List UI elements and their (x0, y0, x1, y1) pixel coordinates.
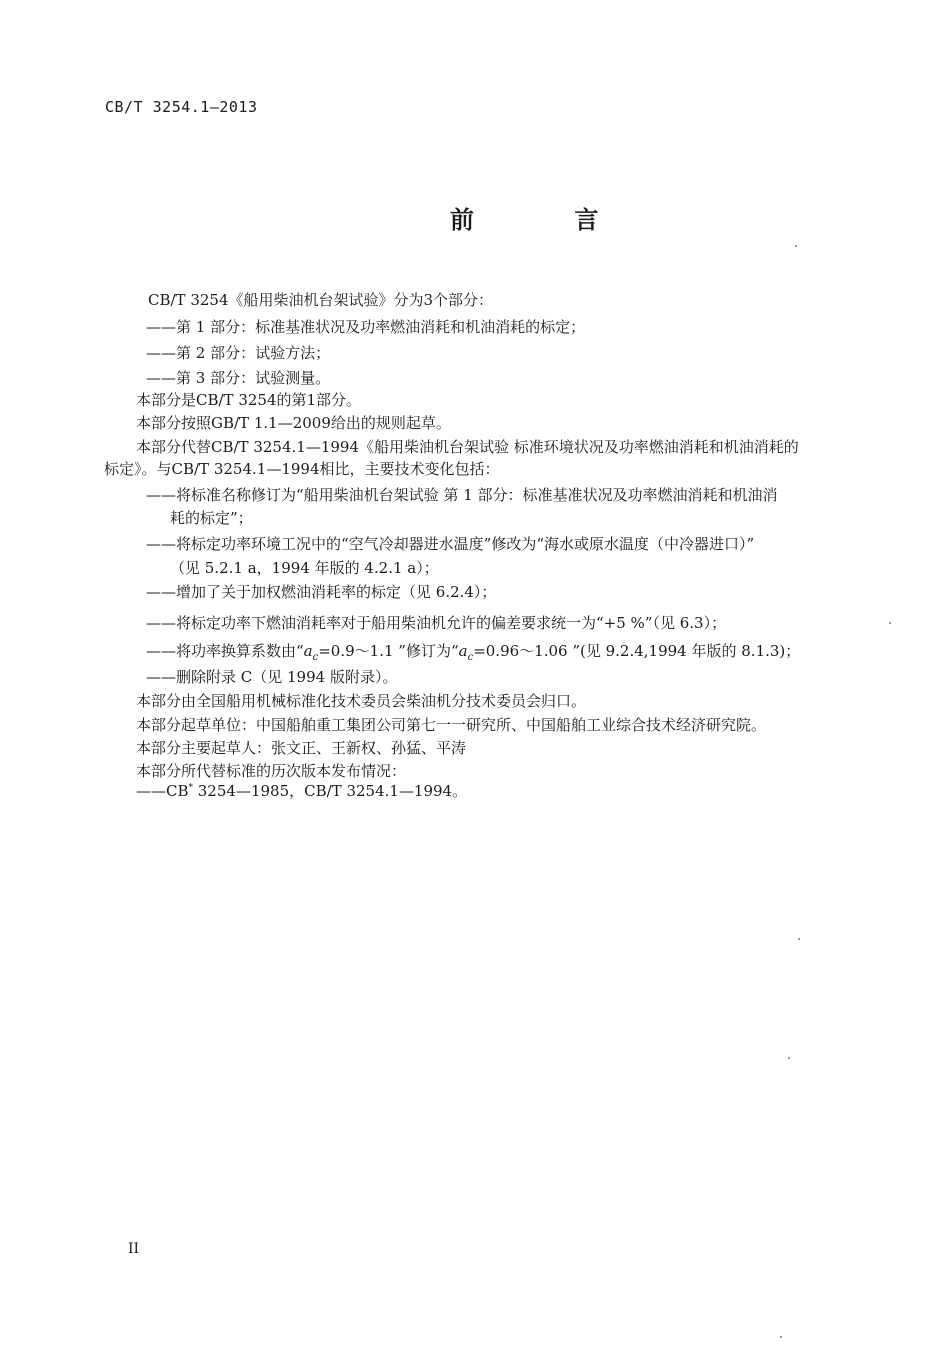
list-item-change-water-temp-cont: （见 5.2.1 a，1994 年版的 4.2.1 a）； (170, 559, 439, 577)
paragraph-responsible: 本部分由全国船用机械标准化技术委员会柴油机分技术委员会归口。 (136, 692, 587, 710)
scan-speck (798, 938, 800, 940)
scan-speck (780, 1336, 782, 1338)
page-title: 前 言 (450, 205, 645, 234)
paragraph-this-part: 本部分是CB/T 3254的第1部分。 (136, 391, 362, 409)
power-factor-text-b: =0.9～1.1 ”修订为“ (318, 642, 459, 660)
paragraph-drafters: 本部分主要起草人：张文正、王新权、孙猛、平涛 (136, 739, 467, 757)
history-asterisk: * (188, 783, 193, 793)
scan-speck (788, 1057, 790, 1059)
scan-speck (889, 622, 891, 624)
paragraph-drafting-units: 本部分起草单位：中国船舶重工集团公司第七一一研究所、中国船舶工业综合技术经济研究院。 (136, 716, 767, 734)
paragraph-replaces-cont: 标定》。与CB/T 3254.1—1994相比，主要技术变化包括： (104, 460, 500, 478)
list-item-change-weighted-fuel: ——增加了关于加权燃油消耗率的标定（见 6.2.4）； (146, 583, 497, 601)
history-text-b: 3254—1985，CB/T 3254.1—1994。 (193, 782, 468, 800)
list-item-change-annex: ——删除附录 C（见 1994 版附录）。 (146, 668, 398, 686)
list-item-part3: ——第 3 部分：试验测量。 (146, 369, 331, 387)
list-item-part1: ——第 1 部分：标准基准状况及功率燃油消耗和机油消耗的标定； (146, 318, 586, 336)
history-text-a: ——CB (136, 782, 189, 800)
list-item-history (136, 780, 467, 801)
list-item-change-name: ——将标准名称修订为“船用柴油机台架试验 第 1 部分：标准基准状况及功率燃油消耗和机油消 (146, 486, 778, 504)
list-item-change-power-factor (146, 640, 800, 663)
page-number: II (128, 1241, 140, 1257)
power-factor-symbol-2: a (458, 642, 468, 660)
paragraph-replaces: 本部分代替CB/T 3254.1—1994《船用柴油机台架试验 标准环境状况及功率燃油消耗和机油消耗的 (136, 438, 799, 456)
paragraph-parts-intro: CB/T 3254《船用柴油机台架试验》分为3个部分： (148, 291, 494, 309)
list-item-change-water-temp: ——将标定功率环境工况中的“空气冷却器进水温度”修改为“海水或原水温度（中冷器进口）” (146, 535, 755, 553)
power-factor-subscript-2: c (467, 652, 474, 663)
list-item-part2: ——第 2 部分：试验方法； (146, 344, 331, 362)
scan-speck (795, 245, 797, 247)
power-factor-subscript: c (312, 652, 319, 663)
paragraph-history: 本部分所代替标准的历次版本发布情况： (136, 762, 407, 780)
power-factor-text-c: =0.96～1.06 ”(见 9.2.4,1994 年版的 8.1.3)； (473, 642, 801, 660)
power-factor-text-a: ——将功率换算系数由“ (146, 642, 304, 660)
list-item-change-name-cont: 耗的标定”； (170, 509, 253, 527)
list-item-change-deviation: ——将标定功率下燃油消耗率对于船用柴油机允许的偏差要求统一为“+5 %”（见 6.3）； (146, 614, 727, 632)
paragraph-drafting-rules: 本部分按照GB/T 1.1—2009给出的规则起草。 (136, 414, 451, 432)
document-code: CB/T 3254.1—2013 (105, 98, 258, 116)
power-factor-symbol: a (303, 642, 313, 660)
